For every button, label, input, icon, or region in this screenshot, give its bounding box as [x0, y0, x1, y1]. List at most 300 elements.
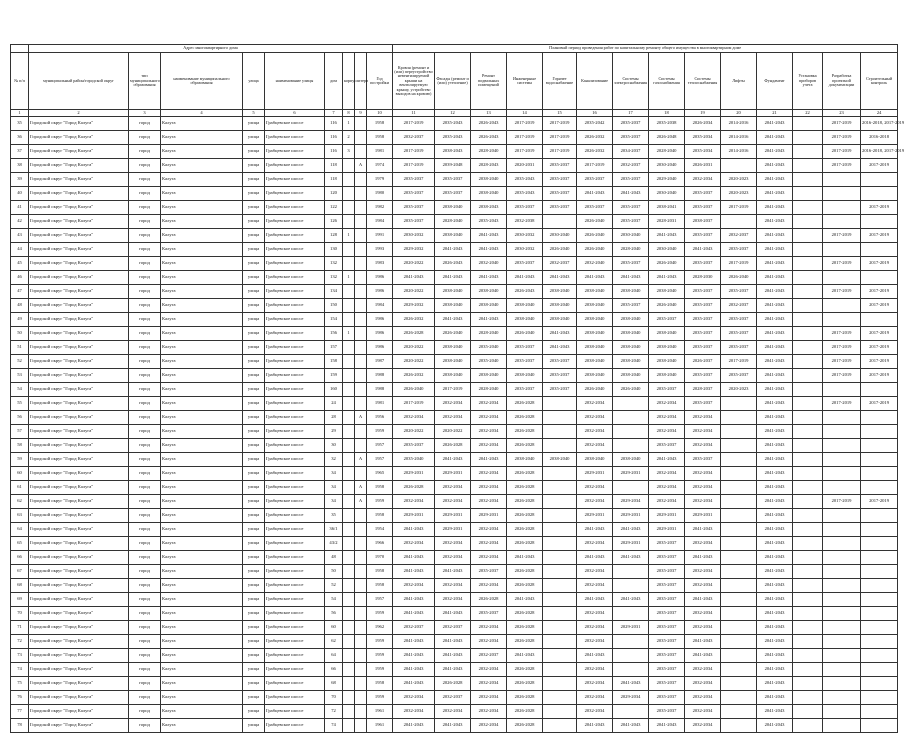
- table-cell: 2041-2043: [757, 579, 793, 593]
- table-cell: Городской округ "Город Калуга": [29, 719, 129, 733]
- table-cell: Калуга: [161, 243, 243, 257]
- table-row: [11, 201, 898, 215]
- table-cell: Грабцевское шоссе: [265, 271, 325, 285]
- table-cell: [355, 369, 367, 383]
- table-cell: [355, 523, 367, 537]
- table-cell: 56: [325, 607, 343, 621]
- table-cell: Грабцевское шоссе: [265, 579, 325, 593]
- table-cell: город: [129, 635, 161, 649]
- table-cell: 2017-2019: [861, 327, 898, 341]
- table-cell: 2035-2037: [649, 705, 685, 719]
- table-cell: 65: [11, 537, 29, 551]
- table-cell: 2032-2034: [577, 621, 613, 635]
- table-cell: [355, 691, 367, 705]
- table-cell: 2032-2034: [435, 537, 471, 551]
- table-cell: 2026-2040: [721, 271, 757, 285]
- table-cell: Городской округ "Город Калуга": [29, 579, 129, 593]
- table-cell: [721, 159, 757, 173]
- table-cell: 2041-2043: [685, 523, 721, 537]
- column-number: 5: [243, 110, 265, 117]
- table-cell: Городской округ "Город Калуга": [29, 299, 129, 313]
- table-cell: А: [355, 481, 367, 495]
- table-cell: [355, 243, 367, 257]
- table-cell: 2035-2037: [613, 117, 649, 131]
- table-cell: [823, 677, 861, 691]
- table-cell: А: [355, 453, 367, 467]
- table-cell: 2041-2043: [757, 285, 793, 299]
- table-cell: 2017-2019: [393, 117, 435, 131]
- table-body: [11, 117, 905, 733]
- table-cell: [355, 215, 367, 229]
- table-cell: 1958: [367, 131, 393, 145]
- table-cell: 2038-2040: [507, 369, 543, 383]
- table-cell: 38: [11, 159, 29, 173]
- table-cell: 2041-2043: [393, 635, 435, 649]
- table-cell: 2032-2034: [649, 411, 685, 425]
- table-cell: 2041-2043: [757, 131, 793, 145]
- table-cell: 2028-2040: [649, 145, 685, 159]
- table-cell: Грабцевское шоссе: [265, 663, 325, 677]
- table-cell: 1961: [367, 705, 393, 719]
- table-cell: Грабцевское шоссе: [265, 173, 325, 187]
- table-cell: 2029-2034: [613, 691, 649, 705]
- table-cell: 2034-2037: [613, 145, 649, 159]
- table-cell: 2017-2019: [823, 257, 861, 271]
- table-cell: 2041-2043: [757, 145, 793, 159]
- table-cell: 2041-2043: [685, 635, 721, 649]
- table-cell: Калуга: [161, 439, 243, 453]
- table-cell: [793, 719, 823, 733]
- table-cell: 2035-2037: [721, 285, 757, 299]
- table-cell: 2041-2043: [393, 663, 435, 677]
- table-cell: 2041-2043: [435, 313, 471, 327]
- table-cell: город: [129, 327, 161, 341]
- table-cell: Калуга: [161, 131, 243, 145]
- table-cell: [861, 579, 898, 593]
- table-cell: 2041-2043: [685, 551, 721, 565]
- table-cell: Калуга: [161, 663, 243, 677]
- table-cell: 2026-2028: [507, 607, 543, 621]
- table-cell: 156: [325, 327, 343, 341]
- table-cell: Городской округ "Город Калуга": [29, 677, 129, 691]
- table-cell: [355, 131, 367, 145]
- table-cell: улица: [243, 551, 265, 565]
- table-cell: 34: [325, 495, 343, 509]
- table-cell: улица: [243, 299, 265, 313]
- table-cell: Грабцевское шоссе: [265, 215, 325, 229]
- table-cell: 52: [11, 355, 29, 369]
- table-cell: улица: [243, 327, 265, 341]
- table-cell: 1: [343, 271, 355, 285]
- table-cell: 2032-2034: [435, 593, 471, 607]
- table-cell: 2017-2019: [435, 383, 471, 397]
- table-cell: 2035-2037: [613, 131, 649, 145]
- table-cell: [793, 565, 823, 579]
- table-cell: 2035-2037: [507, 355, 543, 369]
- table-cell: 2041-2043: [435, 607, 471, 621]
- table-header: [11, 45, 898, 117]
- table-cell: [343, 495, 355, 509]
- table-cell: 2028-2040: [435, 215, 471, 229]
- table-cell: 2026-2032: [393, 313, 435, 327]
- table-cell: 2041-2043: [649, 719, 685, 733]
- table-cell: 2041-2043: [435, 649, 471, 663]
- table-cell: 2038-2040: [577, 341, 613, 355]
- table-cell: город: [129, 565, 161, 579]
- table-row: [11, 397, 898, 411]
- table-cell: 2041-2043: [649, 453, 685, 467]
- table-cell: Грабцевское шоссе: [265, 355, 325, 369]
- table-row: [11, 705, 898, 719]
- table-cell: 2041-2043: [577, 719, 613, 733]
- table-cell: город: [129, 607, 161, 621]
- table-cell: 2041-2043: [613, 719, 649, 733]
- table-cell: 57: [11, 425, 29, 439]
- table-cell: 2038-2040: [543, 299, 577, 313]
- table-cell: город: [129, 229, 161, 243]
- table-cell: 2: [343, 131, 355, 145]
- table-cell: [721, 635, 757, 649]
- table-cell: улица: [243, 649, 265, 663]
- table-cell: [543, 397, 577, 411]
- column-header: улица: [243, 53, 265, 110]
- table-cell: 2041-2043: [685, 649, 721, 663]
- table-cell: Городской округ "Город Калуга": [29, 425, 129, 439]
- table-cell: 2026-2028: [507, 537, 543, 551]
- table-cell: Грабцевское шоссе: [265, 439, 325, 453]
- table-cell: [793, 411, 823, 425]
- table-cell: [343, 397, 355, 411]
- table-cell: [861, 635, 898, 649]
- table-cell: 2041-2043: [757, 229, 793, 243]
- table-cell: [793, 523, 823, 537]
- table-cell: город: [129, 383, 161, 397]
- table-cell: 2014-2016: [721, 131, 757, 145]
- table-cell: [613, 705, 649, 719]
- table-row: [11, 649, 898, 663]
- table-cell: 2032-2040: [471, 257, 507, 271]
- table-cell: 2032-2034: [471, 551, 507, 565]
- table-cell: Калуга: [161, 397, 243, 411]
- table-cell: 130: [325, 243, 343, 257]
- table-cell: [343, 677, 355, 691]
- table-cell: город: [129, 481, 161, 495]
- table-cell: 42: [11, 215, 29, 229]
- table-cell: 2041-2043: [757, 313, 793, 327]
- table-cell: 2038-2040: [543, 313, 577, 327]
- column-header: корпус: [343, 53, 355, 110]
- column-header: № п/п: [11, 53, 29, 110]
- table-cell: [793, 299, 823, 313]
- table-cell: [355, 201, 367, 215]
- table-cell: Грабцевское шоссе: [265, 649, 325, 663]
- table-cell: 2020-2022: [435, 425, 471, 439]
- table-cell: 2029-2031: [649, 509, 685, 523]
- table-cell: город: [129, 285, 161, 299]
- table-cell: 2032-2034: [577, 425, 613, 439]
- table-cell: Городской округ "Город Калуга": [29, 663, 129, 677]
- table-cell: 2032-2034: [577, 663, 613, 677]
- table-cell: 2038-2040: [577, 453, 613, 467]
- table-cell: [355, 299, 367, 313]
- table-cell: 2032-2034: [435, 551, 471, 565]
- table-cell: 2017-2019: [823, 131, 861, 145]
- table-cell: Грабцевское шоссе: [265, 299, 325, 313]
- table-cell: 1981: [367, 397, 393, 411]
- table-cell: 2017-2019: [861, 159, 898, 173]
- table-cell: 64: [325, 649, 343, 663]
- table-cell: 39: [11, 173, 29, 187]
- table-cell: улица: [243, 145, 265, 159]
- table-cell: город: [129, 159, 161, 173]
- table-cell: 2041-2043: [577, 523, 613, 537]
- table-cell: 2041-2043: [757, 663, 793, 677]
- table-cell: [793, 285, 823, 299]
- table-cell: Калуга: [161, 523, 243, 537]
- table-cell: улица: [243, 313, 265, 327]
- table-cell: 2032-2034: [471, 691, 507, 705]
- table-cell: [793, 271, 823, 285]
- table-cell: 2035-2040: [471, 341, 507, 355]
- table-cell: Калуга: [161, 201, 243, 215]
- table-cell: 2041-2043: [757, 243, 793, 257]
- table-cell: 2032-2037: [471, 649, 507, 663]
- table-cell: [793, 677, 823, 691]
- table-cell: город: [129, 677, 161, 691]
- table-cell: 2026-2040: [577, 243, 613, 257]
- table-cell: [343, 719, 355, 733]
- table-cell: [793, 607, 823, 621]
- table-row: [11, 215, 898, 229]
- table-row: [11, 579, 898, 593]
- table-cell: 2032-2034: [577, 635, 613, 649]
- table-cell: город: [129, 509, 161, 523]
- table-cell: 37: [11, 145, 29, 159]
- table-cell: 2035-2037: [685, 187, 721, 201]
- table-cell: Городской округ "Город Калуга": [29, 271, 129, 285]
- table-cell: 2038-2040: [543, 453, 577, 467]
- table-cell: город: [129, 341, 161, 355]
- table-cell: 122: [325, 201, 343, 215]
- table-cell: 2041-2043: [757, 117, 793, 131]
- table-cell: 2026-2043: [471, 117, 507, 131]
- table-cell: 2029-2031: [471, 509, 507, 523]
- table-cell: улица: [243, 663, 265, 677]
- table-cell: 2035-2037: [649, 439, 685, 453]
- table-cell: Грабцевское шоссе: [265, 313, 325, 327]
- table-cell: 48: [325, 551, 343, 565]
- table-cell: 2032-2034: [471, 411, 507, 425]
- table-cell: 2029-2031: [613, 467, 649, 481]
- table-cell: 2035-2037: [685, 341, 721, 355]
- table-cell: 2017-2019: [543, 131, 577, 145]
- table-cell: улица: [243, 537, 265, 551]
- table-cell: 2035-2037: [649, 635, 685, 649]
- table-cell: Городской округ "Город Калуга": [29, 327, 129, 341]
- table-cell: 1974: [367, 159, 393, 173]
- table-cell: 2032-2034: [393, 495, 435, 509]
- table-cell: 2032-2034: [685, 677, 721, 691]
- table-cell: [823, 173, 861, 187]
- table-row: [11, 495, 898, 509]
- table-cell: [721, 439, 757, 453]
- table-cell: 2035-2037: [613, 201, 649, 215]
- table-cell: 43/2: [325, 537, 343, 551]
- table-cell: 2014-2016: [721, 145, 757, 159]
- table-cell: [343, 607, 355, 621]
- table-cell: [823, 579, 861, 593]
- table-cell: 2041-2043: [543, 327, 577, 341]
- table-cell: 2035-2037: [507, 201, 543, 215]
- table-cell: 2030-2032: [507, 243, 543, 257]
- table-cell: 2035-2037: [649, 551, 685, 565]
- table-cell: Городской округ "Город Калуга": [29, 159, 129, 173]
- table-cell: 2026-2040: [577, 383, 613, 397]
- table-cell: 2041-2043: [577, 593, 613, 607]
- table-cell: Калуга: [161, 313, 243, 327]
- table-cell: улица: [243, 383, 265, 397]
- table-cell: Калуга: [161, 509, 243, 523]
- table-cell: 2032-2034: [649, 495, 685, 509]
- table-cell: Городской округ "Город Калуга": [29, 705, 129, 719]
- table-cell: Калуга: [161, 635, 243, 649]
- table-cell: 2017-2019: [861, 369, 898, 383]
- table-cell: 2026-2028: [507, 677, 543, 691]
- table-cell: Грабцевское шоссе: [265, 369, 325, 383]
- table-cell: [355, 173, 367, 187]
- table-cell: 66: [11, 551, 29, 565]
- table-cell: Калуга: [161, 145, 243, 159]
- table-cell: [613, 579, 649, 593]
- table-cell: 157: [325, 341, 343, 355]
- table-cell: Калуга: [161, 719, 243, 733]
- table-cell: улица: [243, 565, 265, 579]
- table-cell: 2035-2037: [393, 201, 435, 215]
- table-cell: [543, 677, 577, 691]
- table-cell: 2032-2034: [393, 411, 435, 425]
- table-cell: Городской округ "Город Калуга": [29, 173, 129, 187]
- table-cell: 2035-2037: [685, 299, 721, 313]
- table-cell: [793, 215, 823, 229]
- table-cell: город: [129, 439, 161, 453]
- table-cell: улица: [243, 201, 265, 215]
- table-cell: 2041-2043: [757, 299, 793, 313]
- table-cell: 2038-2040: [649, 341, 685, 355]
- table-cell: 2035-2037: [613, 215, 649, 229]
- table-cell: улица: [243, 341, 265, 355]
- table-cell: 2028-2040: [613, 243, 649, 257]
- table-cell: улица: [243, 495, 265, 509]
- table-cell: 2026-2028: [435, 439, 471, 453]
- table-cell: Городской округ "Город Калуга": [29, 229, 129, 243]
- table-cell: 2032-2034: [471, 425, 507, 439]
- column-header: Строительный контроль: [861, 53, 898, 110]
- table-cell: 2038-2040: [507, 453, 543, 467]
- table-cell: Калуга: [161, 271, 243, 285]
- table-cell: 1962: [367, 621, 393, 635]
- table-cell: 2032-2034: [685, 621, 721, 635]
- table-cell: Городской округ "Город Калуга": [29, 355, 129, 369]
- column-number: 15: [543, 110, 577, 117]
- table-cell: [355, 355, 367, 369]
- column-number: 14: [507, 110, 543, 117]
- table-cell: [793, 355, 823, 369]
- table-cell: 2029-2031: [435, 523, 471, 537]
- table-cell: 2032-2034: [435, 411, 471, 425]
- table-cell: [343, 691, 355, 705]
- table-cell: 1961: [367, 719, 393, 733]
- table-cell: 2038-2040: [577, 285, 613, 299]
- table-cell: [793, 201, 823, 215]
- table-cell: 2038-2040: [577, 299, 613, 313]
- table-cell: 60: [11, 467, 29, 481]
- table-cell: 2029-2031: [393, 509, 435, 523]
- table-cell: 58: [11, 439, 29, 453]
- table-cell: [793, 425, 823, 439]
- table-cell: Грабцевское шоссе: [265, 719, 325, 733]
- table-cell: 2032-2034: [435, 705, 471, 719]
- table-cell: [355, 705, 367, 719]
- table-cell: 2032-2034: [685, 411, 721, 425]
- table-row: [11, 299, 898, 313]
- table-cell: 2035-2037: [649, 537, 685, 551]
- table-cell: 2026-2028: [507, 411, 543, 425]
- table-cell: [343, 565, 355, 579]
- table-row: [11, 327, 898, 341]
- table-cell: Городской округ "Город Калуга": [29, 649, 129, 663]
- table-cell: 1986: [367, 341, 393, 355]
- table-cell: 2017-2019: [543, 117, 577, 131]
- table-cell: 2035-2037: [685, 327, 721, 341]
- table-cell: 2032-2034: [685, 537, 721, 551]
- table-cell: 134: [325, 285, 343, 299]
- table-row: [11, 635, 898, 649]
- table-cell: 2026-2028: [507, 523, 543, 537]
- table-cell: 2030-2040: [613, 229, 649, 243]
- table-cell: 2041-2043: [757, 719, 793, 733]
- table-cell: [343, 593, 355, 607]
- column-header: Лифты: [721, 53, 757, 110]
- table-cell: [823, 271, 861, 285]
- table-cell: [823, 705, 861, 719]
- table-cell: 2029-2031: [649, 523, 685, 537]
- table-row: [11, 271, 898, 285]
- table-cell: Калуга: [161, 593, 243, 607]
- table-cell: Калуга: [161, 215, 243, 229]
- table-cell: [793, 439, 823, 453]
- table-cell: 2017-2019: [861, 495, 898, 509]
- table-cell: [793, 131, 823, 145]
- column-header: Разработка проектной документации: [823, 53, 861, 110]
- table-cell: 1956: [367, 411, 393, 425]
- table-cell: [721, 495, 757, 509]
- table-cell: 2032-2034: [393, 579, 435, 593]
- table-cell: 1959: [367, 663, 393, 677]
- table-cell: [861, 509, 898, 523]
- table-cell: улица: [243, 509, 265, 523]
- table-cell: 2041-2043: [757, 481, 793, 495]
- table-cell: 2035-2037: [649, 691, 685, 705]
- table-cell: 2041-2043: [649, 271, 685, 285]
- table-cell: 2041-2043: [507, 649, 543, 663]
- table-cell: [543, 551, 577, 565]
- table-cell: 2035-2037: [649, 677, 685, 691]
- table-cell: 2035-2037: [393, 439, 435, 453]
- table-row: [11, 229, 898, 243]
- table-cell: 2017-2019: [721, 355, 757, 369]
- table-cell: Калуга: [161, 257, 243, 271]
- table-cell: 2041-2043: [757, 509, 793, 523]
